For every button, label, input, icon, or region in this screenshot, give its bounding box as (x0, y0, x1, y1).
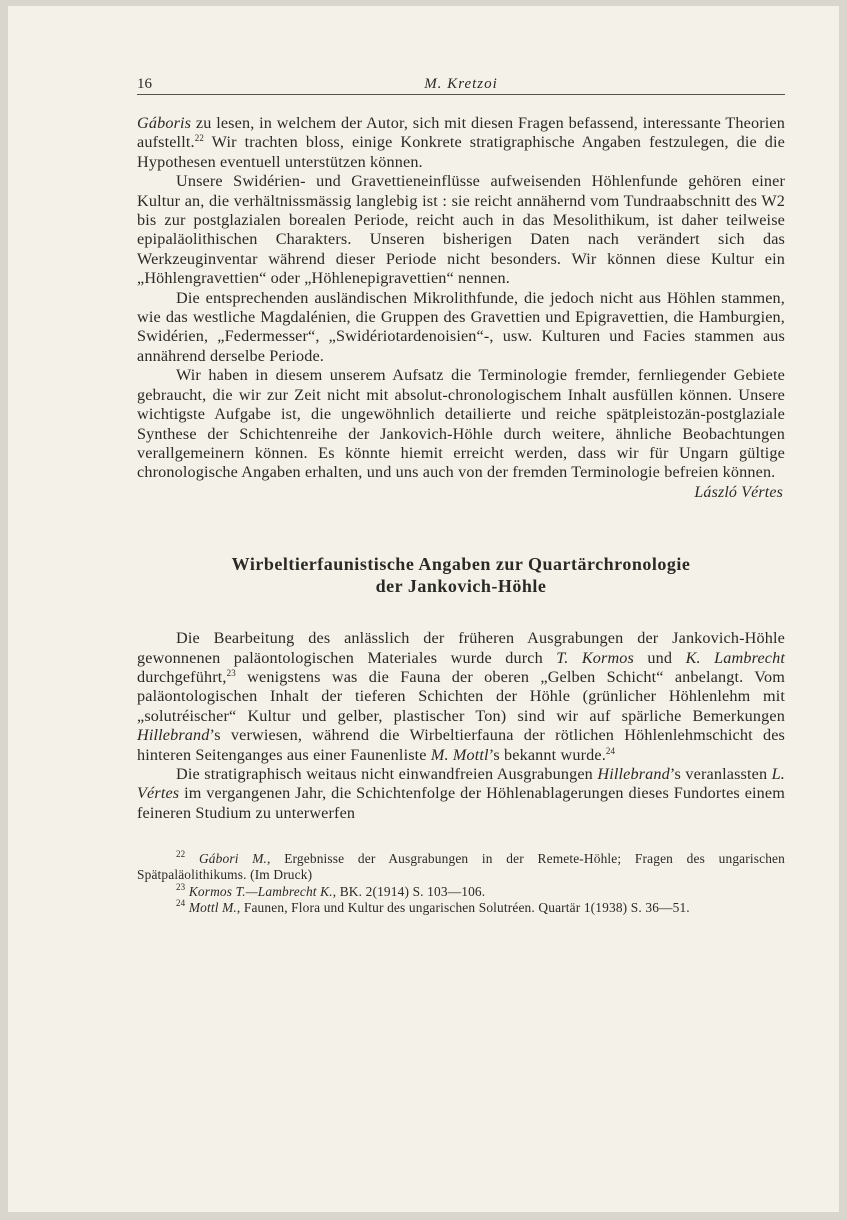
page-number: 16 (137, 76, 152, 92)
section-paragraph-2: Die stratigraphisch weitaus nicht einwandfreien Ausgrabungen Hillebrand’s veranlassten L. Vértes im vergangenen Jahr, die Schichtenfolge der Höhlenablagerungen dieses Fundortes einem feineren Studium zu unterwerfen (137, 764, 786, 822)
running-header (137, 72, 785, 95)
running-head-author: M. Kretzoi (424, 76, 498, 92)
page-content (137, 72, 785, 916)
footnotes (137, 851, 785, 916)
section-paragraph-1: Die Bearbeitung des anlässlich der früheren Ausgrabungen der Jankovich-Höhle gewonnenen paläontologischen Materiales wurde durch T. Kormos und K. Lambrecht durchgeführt,$^{23}$ wenigstens was die Fauna der oberen „Gelben Schicht“ anbelangt. Vom paläontologischen Inhalt der tieferen Schichten der Höhle (grünlicher Höhlenlehm mit „solutréischer“ Kultur und gelber, plastischer Ton) sind wir auf spärliche Bemerkungen Hillebrand’s verwiesen, während die Wirbeltierfauna der rötlichen Höhlenlehmschicht des hinteren Seitenganges aus einer Faunenliste M. Mottl’s bekannt wurde.$^{24}$ (137, 629, 785, 764)
paragraph-2: Unsere Swidérien- und Gravettieneinflüsse aufweisenden Höhlenfunde gehören einer Kultur an, die verhältnissmässig langlebig ist : sie reicht annähernd vom Tundraabschnitt des W2 bis zur postglazialen borealen Periode, reicht auch in das Mesolithikum, ist daher teilweise epipaläolithischen Charakters. Unseren bisherigen Daten nach verändert sich das Werkzeuginventar während dieser Periode nicht besonders. Wir können diese Kultur ein „Höhlengravettien“ oder „Höhlenepigravettien“ nennen. (137, 172, 785, 288)
section-body (137, 629, 785, 823)
paragraph-3: Die entsprechenden ausländischen Mikrolithfunde, die jedoch nicht aus Höhlen stammen, wie das westliche Magdalénien, die Gruppen des Gravettien und Epigravettien, die Hamburgien, Swidérien, „Federmesser“, „Swidériotardenoisien“-, usw. Kulturen und Facies stammen aus annährend derselbe Periode. (137, 288, 785, 365)
section-title-line-1: Wirbeltierfaunistische Angaben zur Quartärchronologie (231, 554, 691, 575)
footnote-ref-24: 24 (605, 745, 616, 756)
section-title (137, 553, 785, 597)
footnote-ref-23: 23 (226, 667, 236, 678)
author-name-gabori: Gáboris (137, 114, 192, 132)
page-sheet (8, 6, 839, 1212)
section-title-line-2: der Jankovich-Höhle (375, 576, 547, 597)
footnote-22: $^{22}$ Gábori M., Ergebnisse der Ausgrabungen in der Remete-Höhle; Fragen des ungarischen Spätpaläolithikums. (Im Druck) (137, 849, 785, 883)
footnote-24: $^{24}$ Mottl M., Faunen, Flora und Kultur des ungarischen Solutréen. Quartär 1(1938) S. 36—51. (176, 898, 690, 916)
paragraph-1: Gáboris zu lesen, in welchem der Autor, sich mit diesen Fragen befassend, interessante Theorien aufstellt.$^{22}$ Wir trachten bloss, einige Konkrete stratigraphische Angaben festzulegen, die die Hypothesen eventuell unterstützen können. (137, 114, 785, 171)
paragraph-4: Wir haben in diesem unserem Aufsatz die Terminologie fremder, fernliegender Gebiete gebraucht, die wir zur Zeit nicht mit absolut-chronologischem Inhalt ausfüllen können. Unsere wichtigste Aufgabe ist, die ungewöhnlich detailierte und reiche spätpleistozän-postglaziale Synthese der Schichtenreihe der Jankovich-Höhle durch weitere, ähnliche Beobachtungen verallgemeinern können. Es könnte hiemit erreicht werden, dass wir für Ungarn gültige chronologische Angaben erhalten, und uns auch von der fremden Terminologie befreien können. (137, 366, 785, 482)
footnote-23: $^{23}$ Kormos T.—Lambrecht K., BK. 2(1914) S. 103—106. (176, 881, 486, 899)
footnote-ref-22: 22 (194, 133, 205, 144)
article-body (137, 114, 785, 916)
author-signature: László Vértes (694, 483, 783, 501)
